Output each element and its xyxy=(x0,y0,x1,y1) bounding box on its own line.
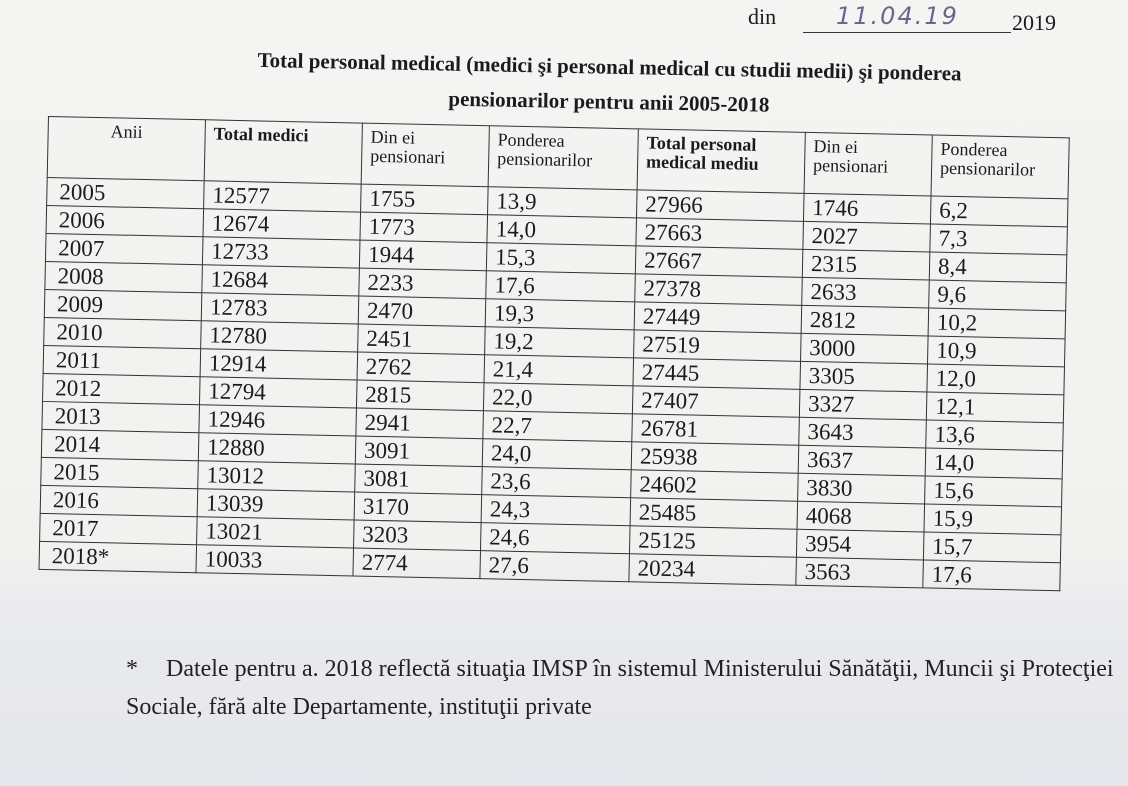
table-cell: 2016 xyxy=(40,485,198,516)
table-cell: 2233 xyxy=(359,268,487,299)
table-cell: 3637 xyxy=(798,445,926,476)
table-cell: 26781 xyxy=(632,414,800,445)
table-cell: 17,6 xyxy=(923,560,1061,591)
table-cell: 25938 xyxy=(631,442,799,473)
table-cell: 17,6 xyxy=(486,271,636,302)
document-header xyxy=(748,0,1088,40)
column-header-anii: Anii xyxy=(47,117,205,181)
table-cell: 2762 xyxy=(357,352,485,383)
table-cell: 13039 xyxy=(197,489,355,520)
table-cell: 12780 xyxy=(201,321,359,352)
table-cell: 3830 xyxy=(798,473,926,504)
table-title: Total personal medical (medici şi personal medical cu studii medii) şi ponderea pensionarilor pentru anii 2005-2018 xyxy=(257,47,962,117)
table-cell: 2027 xyxy=(803,221,931,252)
table-cell: 12783 xyxy=(201,293,359,324)
table-cell: 9,6 xyxy=(929,280,1067,311)
table-cell: 14,0 xyxy=(487,215,637,246)
column-header-ponderea-pensionarilor: Ponderea pensionarilor xyxy=(488,126,638,190)
table-cell: 3091 xyxy=(355,436,483,467)
document-year: 2019 xyxy=(1012,10,1056,35)
column-header-din-ei-pensionari-2: Din ei pensionari xyxy=(804,132,932,196)
table-cell: 24602 xyxy=(631,470,799,501)
table-cell: 1773 xyxy=(360,212,488,243)
table-cell: 1755 xyxy=(361,184,489,215)
table-cell: 4068 xyxy=(797,501,925,532)
table-cell: 15,3 xyxy=(486,243,636,274)
table-cell: 13,9 xyxy=(488,187,638,218)
column-header-ponderea-pensionarilor-2: Ponderea pensionarilor xyxy=(931,135,1069,199)
table-cell: 2015 xyxy=(41,457,199,488)
table-cell: 3081 xyxy=(355,464,483,495)
table-cell: 12577 xyxy=(204,181,362,212)
table-cell: 2941 xyxy=(356,408,484,439)
table-cell: 24,0 xyxy=(482,439,632,470)
footnote-marker: * xyxy=(126,656,138,682)
table-cell: 23,6 xyxy=(482,467,632,498)
footnote xyxy=(126,650,1116,727)
table-cell: 12,0 xyxy=(927,364,1065,395)
table-cell: 3643 xyxy=(799,417,927,448)
table-cell: 27407 xyxy=(632,386,800,417)
table-cell: 12684 xyxy=(202,265,360,296)
table-cell: 13,6 xyxy=(926,420,1064,451)
table-cell: 1746 xyxy=(803,193,931,224)
table-cell: 2008 xyxy=(45,261,203,292)
table-cell: 12733 xyxy=(202,237,360,268)
table-cell: 19,2 xyxy=(485,327,635,358)
table-cell: 27,6 xyxy=(480,551,630,582)
table-cell: 15,6 xyxy=(925,476,1063,507)
table-cell: 3000 xyxy=(801,333,929,364)
table-cell: 2017 xyxy=(40,513,198,544)
table-cell: 27519 xyxy=(634,330,802,361)
table-cell: 27449 xyxy=(634,302,802,333)
table-cell: 10,2 xyxy=(928,308,1066,339)
table-cell: 25125 xyxy=(629,526,797,557)
table-cell: 27663 xyxy=(636,218,804,249)
column-header-din-ei-pensionari: Din ei pensionari xyxy=(361,123,489,187)
handwritten-date: 11.04.19 xyxy=(836,2,959,30)
table-cell: 2014 xyxy=(41,429,199,460)
table-cell: 22,0 xyxy=(483,383,633,414)
table-cell: 3170 xyxy=(354,492,482,523)
table-cell: 12880 xyxy=(198,433,356,464)
table-cell: 14,0 xyxy=(925,448,1063,479)
din-label: din xyxy=(748,4,777,29)
table-cell: 1944 xyxy=(359,240,487,271)
table-cell: 24,6 xyxy=(480,523,630,554)
table-cell: 2812 xyxy=(801,305,929,336)
table-cell: 13021 xyxy=(197,517,355,548)
table-cell: 12946 xyxy=(199,405,357,436)
date-underline xyxy=(803,32,1011,33)
table-cell: 15,9 xyxy=(924,504,1062,535)
table-cell: 12,1 xyxy=(926,392,1064,423)
table-cell: 2774 xyxy=(353,548,481,579)
table-cell: 2451 xyxy=(358,324,486,355)
table-cell: 3203 xyxy=(354,520,482,551)
table-cell: 21,4 xyxy=(484,355,634,386)
table-cell: 27966 xyxy=(636,190,804,221)
table-cell: 7,3 xyxy=(930,224,1068,255)
column-header-total-medici: Total medici xyxy=(204,120,362,184)
table-cell: 2007 xyxy=(45,233,203,264)
table-container xyxy=(38,116,1069,591)
table-cell: 3305 xyxy=(800,361,928,392)
table-cell: 27378 xyxy=(635,274,803,305)
table-cell: 24,3 xyxy=(481,495,631,526)
table-cell: 10,9 xyxy=(927,336,1065,367)
footnote-text: Datele pentru a. 2018 reflectă situaţia IMSP în sistemul Ministerului Sănătăţii, Muncii şi Protecţiei Sociale, fără alte Departamente, instituţii private xyxy=(126,656,1114,721)
table-cell: 6,2 xyxy=(930,196,1068,227)
table-cell: 3563 xyxy=(796,557,924,588)
table-cell: 27667 xyxy=(635,246,803,277)
table-body xyxy=(39,177,1068,590)
table-cell: 2011 xyxy=(43,345,201,376)
table-cell: 2009 xyxy=(44,289,202,320)
table-cell: 13012 xyxy=(198,461,356,492)
table-cell: 12914 xyxy=(200,349,358,380)
table-cell: 2315 xyxy=(802,249,930,280)
table-cell: 2815 xyxy=(356,380,484,411)
table-cell: 12794 xyxy=(199,377,357,408)
table-cell: 10033 xyxy=(196,545,354,576)
table-cell: 2005 xyxy=(47,177,205,208)
table-cell: 2470 xyxy=(358,296,486,327)
table-cell: 2018* xyxy=(39,541,197,572)
data-table xyxy=(38,116,1069,591)
table-cell: 19,3 xyxy=(485,299,635,330)
table-cell: 12674 xyxy=(203,209,361,240)
table-cell: 2012 xyxy=(43,373,201,404)
table-cell: 8,4 xyxy=(929,252,1067,283)
table-cell: 15,7 xyxy=(923,532,1061,563)
table-cell: 2006 xyxy=(46,205,204,236)
table-cell: 2010 xyxy=(44,317,202,348)
column-header-total-personal-mediu: Total personal medical mediu xyxy=(637,129,805,193)
table-cell: 3954 xyxy=(796,529,924,560)
table-cell: 2633 xyxy=(802,277,930,308)
table-cell: 20234 xyxy=(629,554,797,585)
table-cell: 27445 xyxy=(633,358,801,389)
table-cell: 3327 xyxy=(799,389,927,420)
table-cell: 2013 xyxy=(42,401,200,432)
table-cell: 22,7 xyxy=(483,411,633,442)
table-cell: 25485 xyxy=(630,498,798,529)
